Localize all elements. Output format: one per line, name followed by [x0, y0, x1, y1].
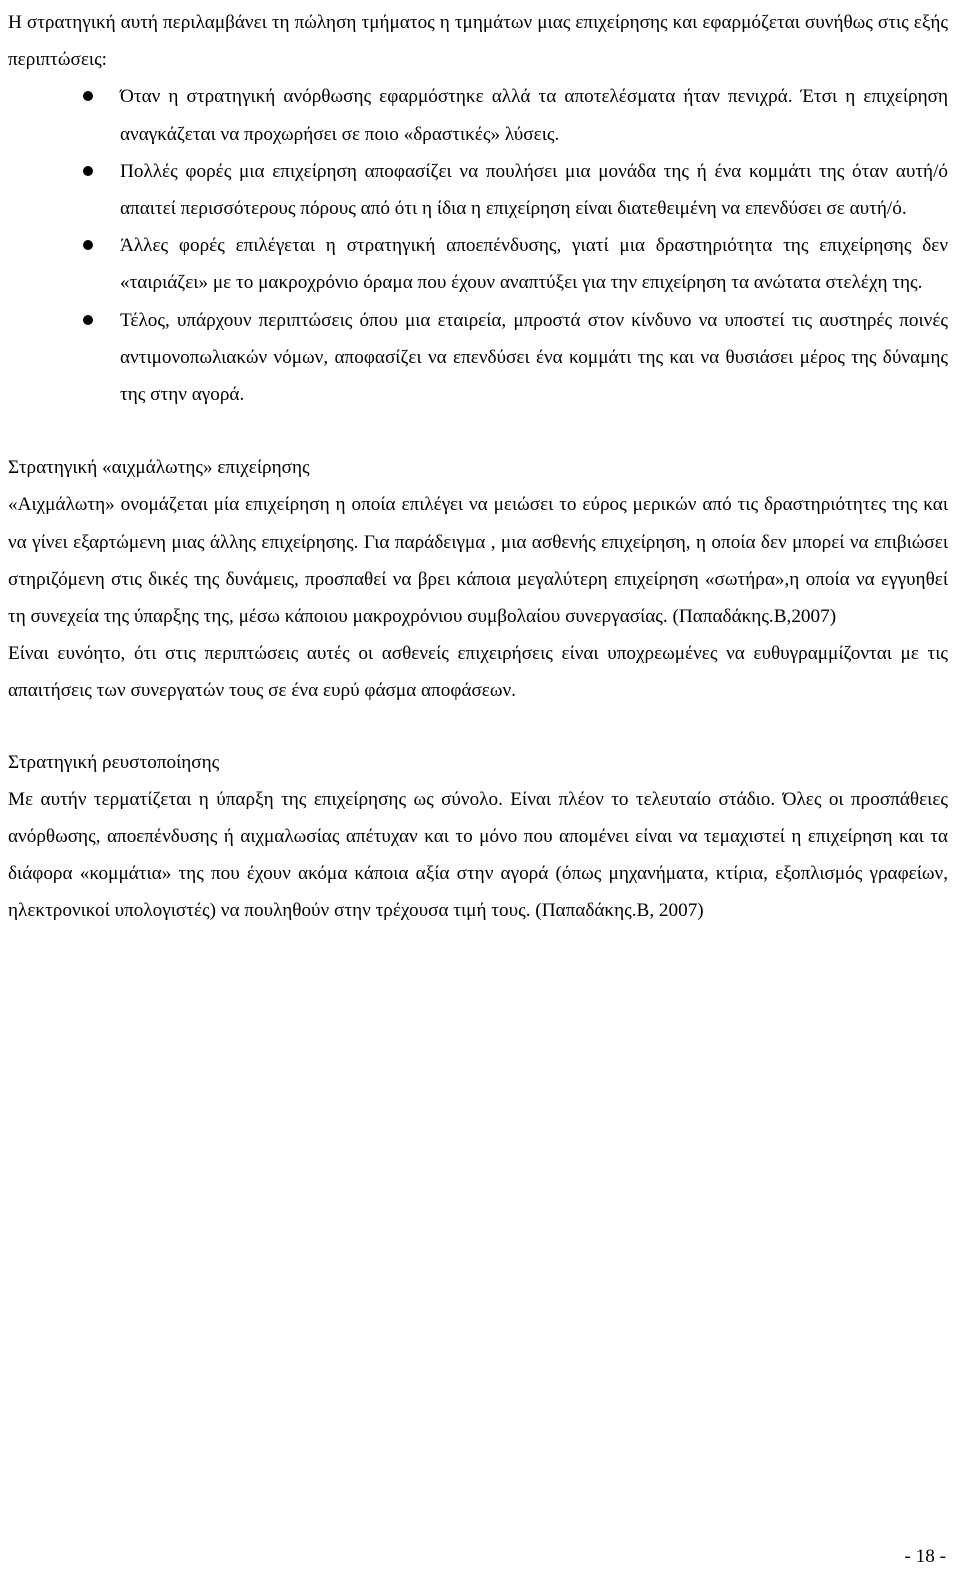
list-item-text: Τέλος, υπάρχουν περιπτώσεις όπου μια εταιρεία, μπροστά στον κίνδυνο να υποστεί τις αυστηρές ποινές αντιμονοπωλιακών νόμων, αποφασίζει να επενδύσει ένα κομμάτι της και να θυσιάσει μέρος της δύναμης της στην αγορά.	[120, 309, 948, 406]
list-item-text: Όταν η στρατηγική ανόρθωσης εφαρμόστηκε αλλά τα αποτελέσματα ήταν πενιχρά. Έτσι η επιχείρηση αναγκάζεται να προχωρήσει σε ποιο «δραστικές» λύσεις.	[120, 86, 948, 145]
section-heading-liquidation: Στρατηγική ρευστοποίησης	[8, 751, 220, 773]
list-item	[8, 153, 948, 227]
page-number: - 18 -	[904, 1546, 946, 1567]
spacer	[8, 710, 948, 744]
list-item-text: Άλλες φορές επιλέγεται η στρατηγική αποεπένδυσης, γιατί μια δραστηριότητα της επιχείρησης δεν «ταιριάζει» με το μακροχρόνιο όραμα που έχουν αναπτύξει για την επιχείρηση τα ανώτατα στελέχη της.	[120, 235, 948, 294]
list-item	[8, 227, 948, 301]
list-item-text: Πολλές φορές μια επιχείρηση αποφασίζει να πουλήσει μια μονάδα της ή ένα κομμάτι της όταν αυτή/ό απαιτεί περισσότερους πόρους από ότι η ίδια η επιχείρηση είναι διατεθειμένη να επενδύσει σε αυτή/ό.	[120, 160, 948, 220]
liquidation-paragraph: Με αυτήν τερματίζεται η ύπαρξη της επιχείρησης ως σύνολο. Είναι πλέον το τελευταίο στάδιο. Όλες οι προσπάθειες ανόρθωσης, αποεπένδυσης ή αιχμαλωσίας απέτυχαν και το μόνο που απομένει είναι να τεμαχιστεί η επιχείρηση και τα διάφορα «κομμάτια» της που έχουν ακόμα κάποια αξία στην αγορά (όπως μηχανήματα, κτίρια, εξοπλισμός γραφείων, ηλεκτρονικοί υπολογιστές) να πουληθούν στην τρέχουσα τιμή τους. (Παπαδάκης.Β, 2007)	[8, 788, 948, 922]
document-page	[8, 0, 948, 1583]
bullet-icon	[83, 166, 93, 176]
list-item	[8, 78, 948, 152]
captive-paragraph-1: «Αιχμάλωτη» ονομάζεται μία επιχείρηση η οποία επιλέγει να μειώσει το εύρος μερικών από τις δραστηριότητες της και να γίνει εξαρτώμενη μιας άλλης επιχείρησης. Για παράδειγμα , μια ασθενής επιχείρηση, η οποία δεν μπορεί να επιβιώσει στηριζόμενη στις δικές της δυνάμεις, προσπαθεί να βρει κάποια μεγαλύτερη επιχείρηση «σωτήρα»,η οποία να εγγυηθεί τη συνεχεία της ύπαρξης της, μέσω κάποιου μακροχρόνιου συμβολαίου συνεργασίας. (Παπαδάκης.Β,2007)	[8, 494, 948, 628]
bullet-icon	[83, 240, 93, 250]
bullet-icon	[83, 91, 93, 101]
section-heading-captive: Στρατηγική «αιχμάλωτης» επιχείρησης	[8, 457, 310, 479]
list-item	[8, 302, 948, 414]
spacer	[8, 413, 948, 449]
bullet-icon	[83, 315, 93, 325]
intro-paragraph: Η στρατηγική αυτή περιλαμβάνει τη πώληση τμήματος η τμημάτων μιας επιχείρησης και εφαρμόζεται συνήθως στις εξής περιπτώσεις:	[8, 12, 948, 71]
captive-paragraph-2: Είναι ευνόητο, ότι στις περιπτώσεις αυτές οι ασθενείς επιχειρήσεις είναι υποχρεωμένες να ευθυγραμμίζονται με τις απαιτήσεις των συνεργατών τους σε ένα ευρύ φάσμα αποφάσεων.	[8, 643, 948, 702]
cases-list	[8, 78, 948, 413]
